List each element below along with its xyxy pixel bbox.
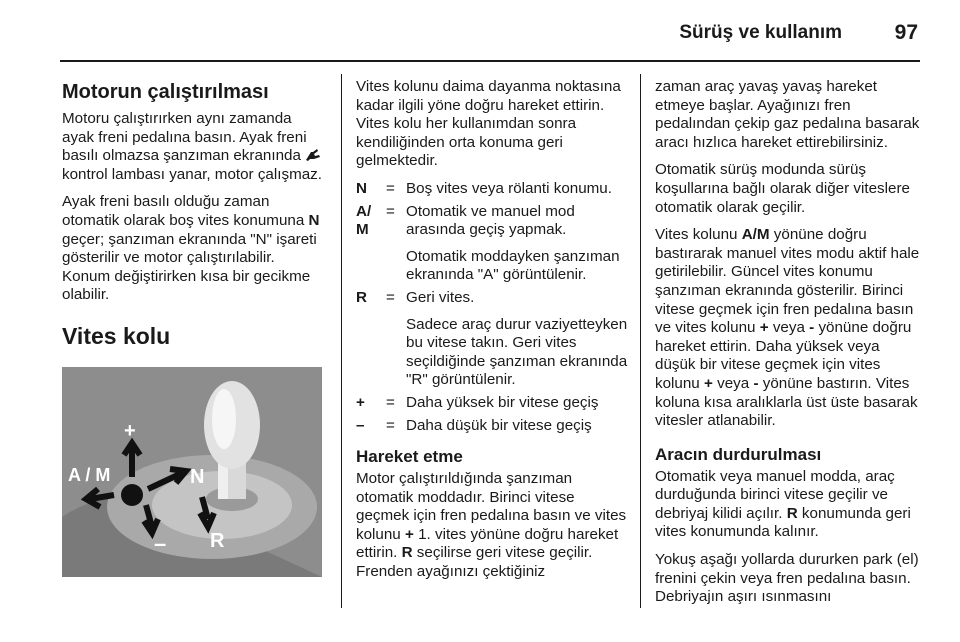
definition-n: N = Boş vites veya rölanti konumu.	[356, 179, 612, 197]
paragraph-stopping: Otomatik veya manuel modda, araç durduğunda birinci vitese geçilir ve debriyaj kilidi açılır. R konumunda geri vites konumunda kalınır.	[655, 467, 911, 541]
page-number: 97	[894, 21, 918, 44]
definition-plus: + = Daha yüksek bir vitese geçiş	[356, 393, 599, 411]
heading-gear-lever: Vites kolu	[62, 322, 171, 349]
column-divider-2	[640, 74, 641, 608]
gear-definitions	[356, 180, 628, 435]
definition-minus: – = Daha düşük bir vitese geçiş	[356, 416, 592, 434]
definition-am: A/ M = Otomatik ve manuel mod arasında geçiş yapmak. Otomatik moddayken şanzıman ekranında "A" görüntülenir.	[356, 202, 620, 284]
header-rule	[60, 60, 920, 62]
header-title: Sürüş ve kullanım	[679, 22, 842, 43]
label-plus: +	[124, 419, 136, 442]
label-minus: –	[154, 530, 167, 556]
paragraph-engine-start-1: Motoru çalıştırırken aynı zamanda ayak freni pedalına basın. Ayak freni basılı olmazsa şanzıman ekranında kontrol lambası yanar, motor çalışmaz.	[62, 110, 322, 183]
heading-engine-start: Motorun çalıştırılması	[62, 81, 269, 103]
heading-stopping: Aracın durdurulması	[655, 444, 822, 464]
paragraph-moving-off: Motor çalıştırıldığında şanzıman otomatik moddadır. Birinci vitese geçmek için fren pedalına basın ve vites kolunu + 1. vites yönüne doğru hareket ettirin. R seçilirse geri vitese geçilir. Frenden ayağınızı çektiğiniz	[356, 470, 627, 581]
paragraph-downhill: Yokuş aşağı yollarda dururken park (el) frenini çekin veya fren pedalına basın. Debriyajın aşırı ısınmasını	[655, 551, 919, 606]
definition-r: R = Geri vites. Sadece araç durur vaziyetteyken bu vitese takın. Geri vites seçildiğinde şanzıman ekranında "R" görüntülenir.	[356, 288, 628, 389]
column-divider-1	[341, 74, 342, 608]
paragraph-moving-off-cont: zaman araç yavaş yavaş hareket etmeye başlar. Ayağınızı fren pedalından çekip gaz pedalına basarak aracı hızlıca hareket ettirebilirsiniz.	[655, 78, 920, 151]
paragraph-auto-mode: Otomatik sürüş modunda sürüş koşullarına bağlı olarak diğer viteslere otomatik olarak geçilir.	[655, 161, 910, 216]
column-1	[62, 78, 324, 583]
gear-lever-illustration	[62, 367, 322, 577]
paragraph-engine-start-2: Ayak freni basılı olduğu zaman otomatik olarak boş vites konumuna N geçer; şanzıman ekranında "N" işareti gösterilir ve motor çalıştırılabilir. Konum değiştirirken kısa bir gecikme olabilir.	[62, 193, 320, 304]
label-am: A / M	[68, 464, 111, 485]
label-r: R	[210, 529, 225, 552]
foot-brake-icon	[305, 148, 321, 162]
column-3	[655, 78, 923, 616]
label-n: N	[190, 465, 205, 488]
column-2	[356, 78, 628, 591]
paragraph-manual-mode: Vites kolunu A/M yönüne doğru bastırarak manuel vites modu aktif hale getirilebilir. Güncel vites konumu şanzıman ekranında gösterilir. Birinci vitese geçmek için fren pedalına basın ve vites kolunu + veya - yönüne doğru hareket ettirin. Daha yüksek veya düşük bir vitese geçmek için vites kolunu + veya - yönüne bastırın. Vites koluna kısa aralıklarla üst üste basarak vitesler atlanabilir.	[655, 226, 920, 430]
paragraph-lever-usage: Vites kolunu daima dayanma noktasına kadar ilgili yöne doğru hareket ettirin. Vites kolu her kullanımdan sonra kendiliğinden orta konuma geri gelmektedir.	[356, 78, 621, 170]
heading-moving-off: Hareket etme	[356, 447, 463, 467]
page-header	[60, 14, 920, 54]
